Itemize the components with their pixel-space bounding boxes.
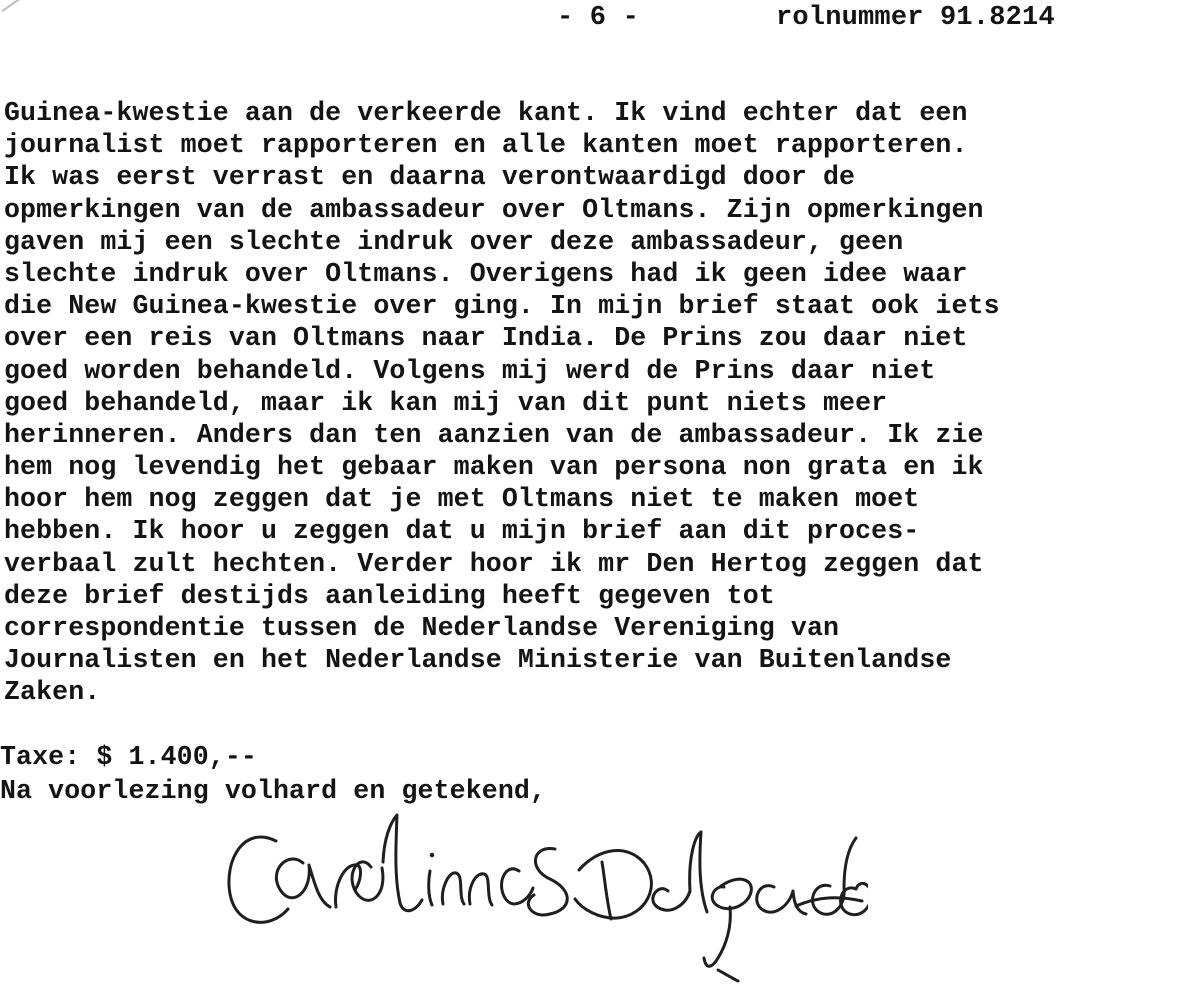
body-line: goed worden behandeld. Volgens mij werd de Prins daar niet [4, 355, 936, 386]
statement-body [4, 97, 1200, 709]
body-line: gaven mij een slechte indruk over deze ambassadeur, geen [4, 226, 904, 257]
body-line: verbaal zult hechten. Verder hoor ik mr Den Hertog zeggen dat [4, 548, 984, 579]
body-line: journalist moet rapporteren en alle kanten moet rapporteren. [4, 130, 968, 161]
body-line: slechte indruk over Oltmans. Overigens had ik geen idee waar [4, 258, 968, 289]
body-line: herinneren. Anders dan ten aanzien van de ambassadeur. Ik zie [4, 419, 984, 450]
case-number: rolnummer 91.8214 [776, 3, 1055, 33]
body-line: hem nog levendig het gebaar maken van persona non grata en ik [4, 452, 984, 483]
body-line: Journalisten en het Nederlandse Ministerie van Buitenlandse [4, 645, 952, 676]
body-line: deze brief destijds aanleiding heeft gegeven tot [4, 580, 775, 611]
body-line: opmerkingen van de ambassadeur over Oltmans. Zijn opmerkingen [4, 194, 984, 225]
page-number: - 6 - [557, 3, 640, 33]
handwritten-signature [218, 805, 868, 985]
body-line: goed behandeld, maar ik kan mij van dit punt niets meer [4, 387, 888, 418]
body-line: die New Guinea-kwestie over ging. In mijn brief staat ook iets [4, 291, 1000, 322]
body-line: hoor hem nog zeggen dat je met Oltmans niet te maken moet [4, 484, 920, 515]
body-line: Zaken. [4, 677, 101, 708]
fee-line: Taxe: $ 1.400,-- [0, 742, 257, 772]
document-footer [0, 740, 1200, 808]
body-line: over een reis van Oltmans naar India. De Prins zou daar niet [4, 323, 968, 354]
body-line: correspondentie tussen de Nederlandse Vereniging van [4, 613, 840, 643]
body-line: Guinea-kwestie aan de verkeerde kant. Ik vind echter dat een [4, 98, 968, 128]
signature-drawing [218, 805, 868, 985]
body-line: Ik was eerst verrast en daarna verontwaardigd door de [4, 162, 856, 193]
document-header [0, 0, 1200, 40]
body-line: hebben. Ik hoor u zeggen dat u mijn brief aan dit proces- [4, 516, 920, 547]
closing-line: Na voorlezing volhard en getekend, [0, 776, 547, 806]
